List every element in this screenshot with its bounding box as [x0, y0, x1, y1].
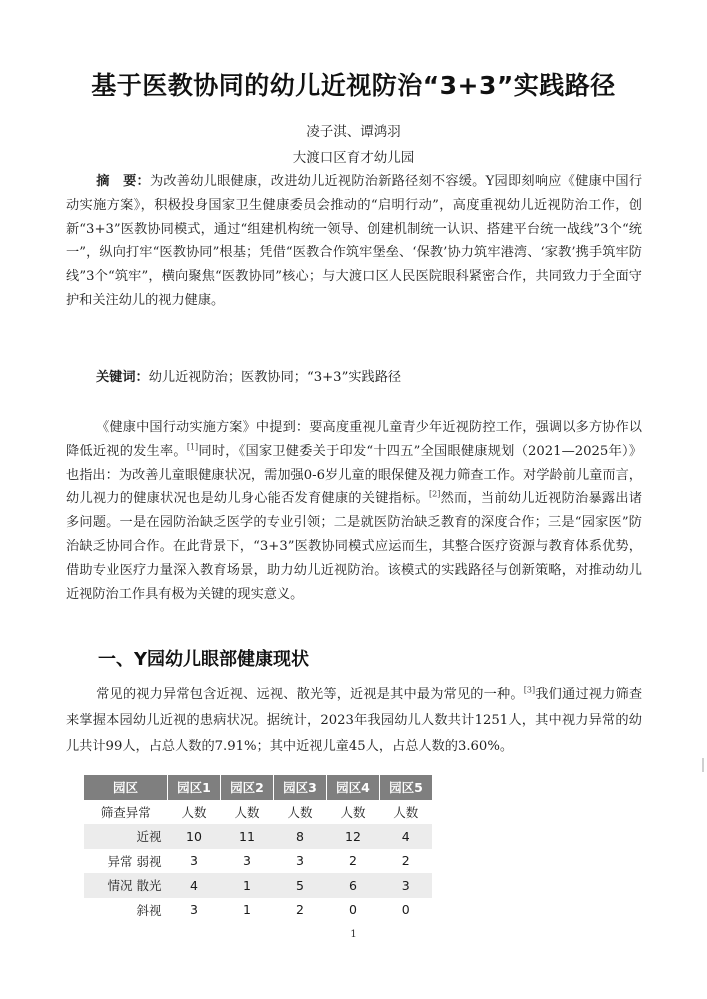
- table-row: [84, 824, 432, 849]
- section-text-1: 常见的视力异常包含近视、远视、散光等，近视是其中最为常见的一种。: [96, 687, 524, 702]
- keywords-text: 幼儿近视防治；医教协同；“3+3”实践路径: [148, 370, 402, 385]
- authors: 凌子淇、谭鸿羽: [306, 124, 401, 140]
- abstract: [66, 170, 642, 313]
- group-label-top: 异常: [107, 853, 133, 869]
- table-cell: 人数: [380, 800, 433, 825]
- table-cell: 8: [274, 824, 327, 849]
- paper-title: 基于医教协同的幼儿近视防治“3+3”实践路径: [91, 71, 616, 100]
- vision-screening-table: [84, 775, 432, 922]
- table-cell: 3: [274, 849, 327, 874]
- table-cell: 筛查异常: [84, 800, 168, 825]
- table-header-cell: 园区4: [327, 775, 380, 800]
- section-paragraph: [66, 682, 642, 760]
- row-label: 弱视: [136, 853, 162, 869]
- group-label-bottom: 情况: [107, 878, 133, 894]
- table-header-cell: 园区3: [274, 775, 327, 800]
- table-row-label: [84, 849, 168, 874]
- table-cell: 人数: [327, 800, 380, 825]
- intro-text-2: 同时，《国家卫健委关于印发“十四五”全国眼健康规划（2021—2025年）》也指出：为改善儿童眼健康状况，需加强0-6岁儿童的眼保健及视力筛查工作。对学龄前儿童而言，幼儿视力的健康状况也是幼儿身心能否发育健康的关键指标。: [66, 443, 643, 507]
- table-cell: 人数: [221, 800, 274, 825]
- table-cell: 6: [327, 873, 380, 898]
- keywords: [96, 366, 401, 385]
- intro-text-3: 然而，当前幼儿近视防治暴露出诸多问题。一是在园防治缺乏医学的专业引领；二是就医防治缺乏教育的深度合作；三是“园家医”防治缺乏协同合作。在此背景下，“3+3”医教协同模式应运而生，其整合医疗资源与教育体系优势，借助专业医疗力量深入教育场景，助力幼儿近视防治。该模式的实践路径与创新策略，对推动幼儿近视防治工作具有极为关键的现实意义。: [66, 491, 643, 602]
- table-cell: 10: [168, 824, 221, 849]
- table-cell: 2: [380, 849, 433, 874]
- citation-1: [1]: [186, 442, 199, 452]
- affiliation: 大渡口区育才幼儿园: [292, 150, 415, 166]
- table-cell: 11: [221, 824, 274, 849]
- table-header-row: [84, 775, 432, 800]
- table-cell: 3: [221, 849, 274, 874]
- table-cell: 2: [327, 849, 380, 874]
- table-row: [84, 849, 432, 874]
- row-label: 散光: [136, 878, 162, 894]
- table-row-label: 近视: [84, 824, 168, 849]
- table-header-cell: 园区1: [168, 775, 221, 800]
- abstract-text: 为改善幼儿眼健康，改进幼儿近视防治新路径刻不容缓。Y园即刻响应《健康中国行动实施方案》，积极投身国家卫生健康委员会推动的“启明行动”，高度重视幼儿近视防治工作，创新“3+3”医教协同模式，通过“组建机构统一领导、创建机制统一认识、搭建平台统一战线”3个“统一”，纵向打牢“医教协同”根基；凭借“医教合作筑牢堡垒、‘保教’协力筑牢港湾、‘家教’携手筑牢防线”3个“筑牢”，横向聚焦“医教协同”核心；与大渡口区人民医院眼科紧密合作，共同致力于全面守护和关注幼儿的视力健康。: [66, 174, 643, 308]
- intro-paragraph: [66, 416, 642, 606]
- table-cell: 12: [327, 824, 380, 849]
- intro-text-1: 《健康中国行动实施方案》中提到：要高度重视儿童青少年近视防控工作，强调以多方协作以降低近视的发生率。: [66, 420, 642, 459]
- table-row: [84, 898, 432, 923]
- table-header-cell: 园区: [84, 775, 168, 800]
- table-row: [84, 873, 432, 898]
- table-cell: 0: [380, 898, 433, 923]
- table-cell: 人数: [168, 800, 221, 825]
- table-cell: 1: [221, 873, 274, 898]
- table-header-cell: 园区5: [380, 775, 433, 800]
- citation-3: [3]: [523, 685, 536, 695]
- table-cell: 2: [274, 898, 327, 923]
- table-row-label: [84, 873, 168, 898]
- table-row-label: 斜视: [84, 898, 168, 923]
- scroll-indicator[interactable]: [702, 758, 704, 772]
- table-cell: 3: [168, 898, 221, 923]
- table-cell: 人数: [274, 800, 327, 825]
- section-text-2: 我们通过视力筛查来掌握本园幼儿近视的患病状况。据统计，2023年我园幼儿人数共计1251人，其中视力异常的幼儿共计99人，占总人数的7.91%；其中近视儿童45人，占总人数的3.60%。: [66, 687, 643, 754]
- section-heading: 一、Y园幼儿眼部健康现状: [98, 649, 310, 670]
- abstract-label: 摘 要：: [96, 174, 150, 189]
- table-cell: 4: [380, 824, 433, 849]
- table-cell: 0: [327, 898, 380, 923]
- table-cell: 3: [168, 849, 221, 874]
- table-cell: 3: [380, 873, 433, 898]
- table-subheader-row: [84, 800, 432, 825]
- table-cell: 5: [274, 873, 327, 898]
- citation-2: [2]: [429, 490, 441, 499]
- table-cell: 1: [221, 898, 274, 923]
- table-header-cell: 园区2: [221, 775, 274, 800]
- table-cell: 4: [168, 873, 221, 898]
- keywords-label: 关键词：: [96, 370, 149, 385]
- page-number: 1: [350, 929, 357, 940]
